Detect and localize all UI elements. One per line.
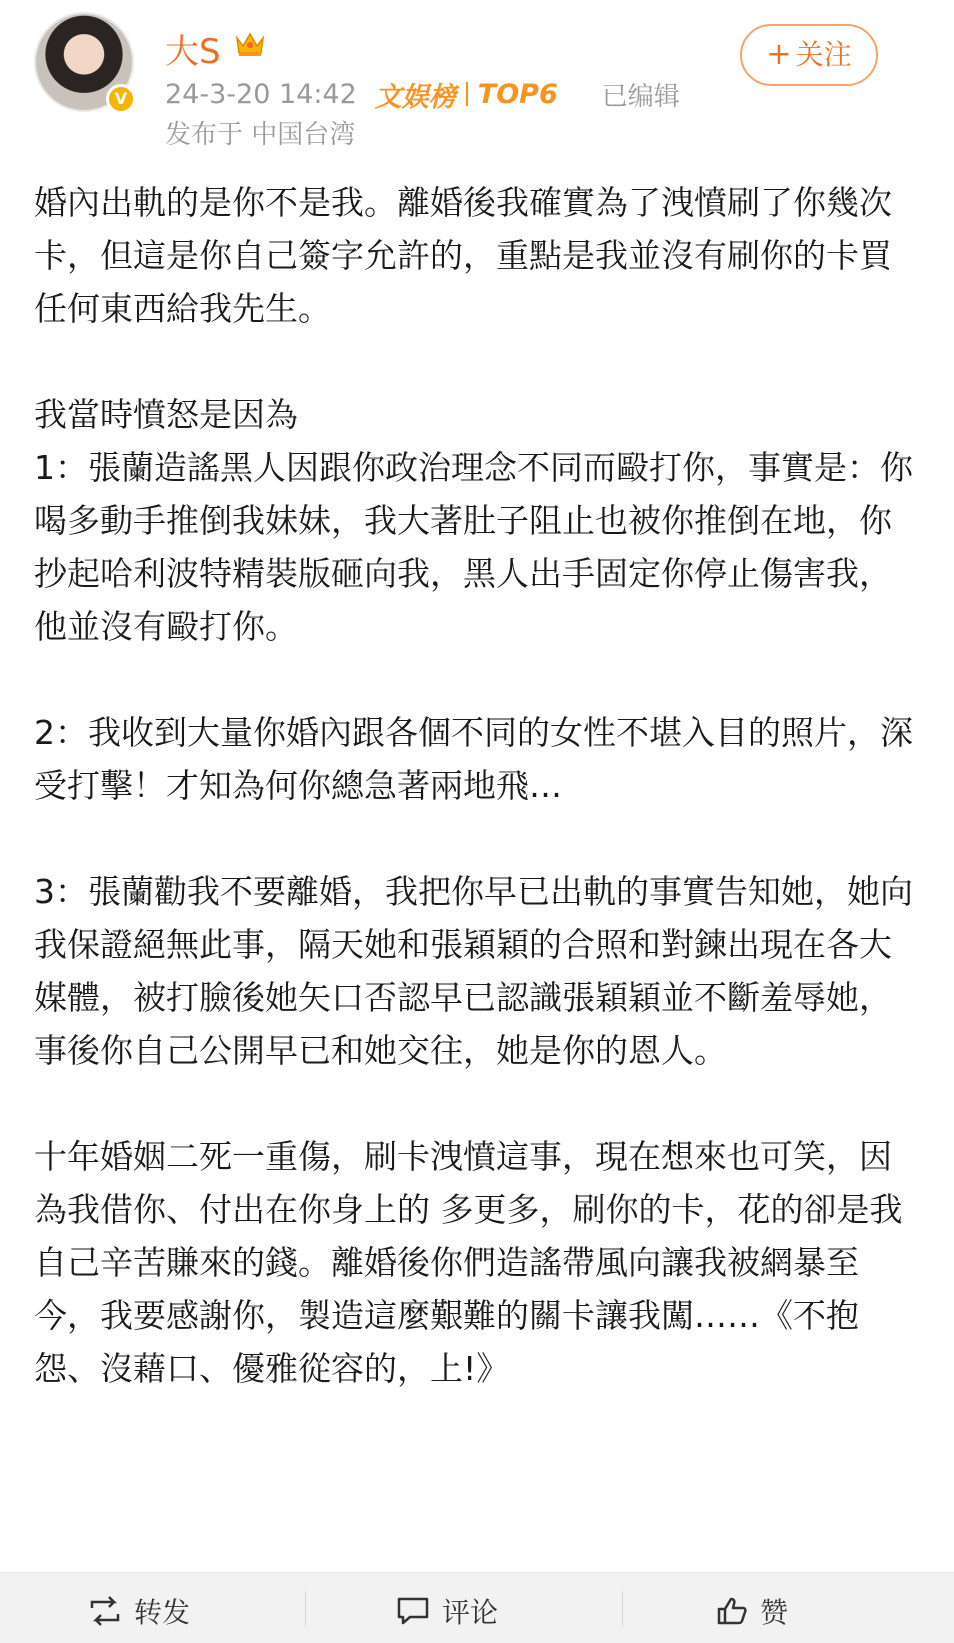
like-button[interactable] bbox=[716, 1591, 788, 1631]
post-paragraph: 十年婚姻二死一重傷，刷卡洩憤這事，現在想來也可笑，因為我借你、付出在你身上的 多更多，刷你的卡，花的卻是我自己辛苦賺來的錢。離婚後你們造謠帶風向讓我被網暴至今，我要感謝你，製造這麼艱難的關卡讓我闖……《不抱怨、沒藉口、優雅從容的，上!》 bbox=[34, 1137, 903, 1388]
post-paragraph: 2：我收到大量你婚內跟各個不同的女性不堪入目的照片，深受打擊！才知為何你總急著兩地飛… bbox=[34, 713, 913, 805]
post-paragraph: 1：張蘭造謠黑人因跟你政治理念不同而毆打你，事實是：你喝多動手推倒我妹妹，我大著肚子阻止也被你推倒在地，你抄起哈利波特精裝版砸向我，黑人出手固定你停止傷害我，他並沒有毆打你。 bbox=[34, 448, 913, 646]
action-bar bbox=[0, 1572, 954, 1643]
repost-button[interactable] bbox=[88, 1591, 190, 1631]
action-divider bbox=[622, 1591, 623, 1627]
post-body bbox=[34, 176, 914, 1395]
like-label: 赞 bbox=[760, 1596, 789, 1629]
comment-icon bbox=[396, 1596, 430, 1626]
badge-divider bbox=[466, 82, 468, 106]
badge-name: 文娱榜 bbox=[374, 81, 456, 113]
post-paragraph: 我當時憤怒是因為 bbox=[34, 395, 298, 434]
post-paragraph: 3：張蘭勸我不要離婚，我把你早已出軌的事實告知她，她向我保證絕無此事，隔天她和張穎穎的合照和對鍊出現在各大媒體，被打臉後她矢口否認早已認識張穎穎並不斷羞辱她，事後你自己公開早已和她交往，她是你的恩人。 bbox=[34, 872, 913, 1070]
post-header bbox=[0, 0, 954, 150]
comment-button[interactable] bbox=[396, 1591, 498, 1631]
plus-icon: + bbox=[766, 37, 792, 72]
action-divider bbox=[305, 1591, 306, 1627]
ranking-badge[interactable] bbox=[375, 75, 558, 114]
edited-label[interactable]: 已编辑 bbox=[601, 81, 680, 112]
follow-label: 关注 bbox=[795, 38, 852, 71]
post-time: 24-3-20 14:42 bbox=[165, 78, 357, 110]
username[interactable]: 大S bbox=[165, 32, 221, 72]
thumbs-up-icon bbox=[716, 1596, 748, 1626]
verified-badge-icon: V bbox=[106, 84, 136, 114]
avatar[interactable] bbox=[34, 12, 138, 116]
post-location: 发布于 中国台湾 bbox=[165, 120, 356, 150]
comment-label: 评论 bbox=[442, 1596, 499, 1629]
badge-rank: TOP6 bbox=[477, 78, 558, 110]
crown-icon bbox=[234, 28, 266, 58]
post-meta bbox=[165, 74, 680, 114]
follow-button[interactable] bbox=[740, 24, 878, 86]
repost-icon bbox=[88, 1596, 122, 1626]
repost-label: 转发 bbox=[134, 1596, 191, 1629]
post-paragraph: 婚內出軌的是你不是我。離婚後我確實為了洩憤刷了你幾次卡，但這是你自己簽字允許的，重點是我並沒有刷你的卡買任何東西給我先生。 bbox=[34, 183, 892, 328]
